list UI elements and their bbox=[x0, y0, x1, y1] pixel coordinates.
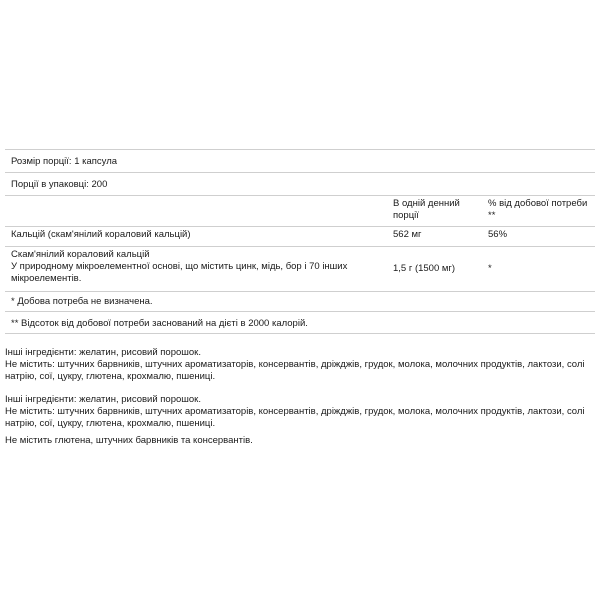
nutrient-amount: 1,5 г (1500 мг) bbox=[393, 263, 456, 274]
serving-size: Розмір порції: 1 капсула bbox=[11, 156, 118, 167]
nutrient-daily-value: 56% bbox=[488, 229, 508, 240]
servings-per-container-row bbox=[5, 172, 595, 195]
other-ingredients: Інші інгредієнти: желатин, рисовий порошок. bbox=[5, 394, 201, 405]
nutrient-amount: 562 мг bbox=[393, 229, 422, 240]
other-ingredients: Інші інгредієнти: желатин, рисовий порошок. bbox=[5, 347, 201, 358]
footnote-daily-value-not-established: * Добова потреба не визначена. bbox=[11, 296, 153, 307]
free-from-statement: Не містить: штучних барвників, штучних ароматизаторів, консервантів, дріжджів, грудок, молока, молочних продуктів, лактози, солі натрію, сої, цукру, глютена, крохмалю, пшениці. bbox=[5, 359, 585, 382]
nutrient-name-block bbox=[11, 249, 381, 285]
allergen-statement: Не містить глютена, штучних барвників та консервантів. bbox=[5, 435, 253, 446]
table-row bbox=[5, 226, 595, 246]
table-header bbox=[5, 195, 595, 226]
nutrient-name: Скам'янілий кораловий кальцій bbox=[11, 249, 150, 260]
ingredients-block bbox=[5, 347, 595, 383]
nutrient-name: Кальцій (скам'янілий кораловий кальцій) bbox=[11, 229, 191, 240]
supplement-facts-table bbox=[5, 149, 595, 334]
footnote-row bbox=[5, 291, 595, 311]
free-from-statement: Не містить: штучних барвників, штучних ароматизаторів, консервантів, дріжджів, грудок, молока, молочних продуктів, лактози, солі натрію, сої, цукру, глютена, крохмалю, пшениці. bbox=[5, 406, 585, 429]
servings-per-container: Порції в упаковці: 200 bbox=[11, 179, 108, 190]
allergen-statement-block bbox=[5, 435, 595, 447]
footnote-diet-basis: ** Відсоток від добової потреби заснований на дієті в 2000 калорій. bbox=[11, 318, 308, 329]
nutrient-daily-value: * bbox=[488, 263, 492, 274]
footnote-row bbox=[5, 311, 595, 334]
ingredients-block bbox=[5, 394, 595, 430]
nutrient-description: У природному мікроелементної основі, що містить цинк, мідь, бор і 70 інших мікроелементів. bbox=[11, 261, 348, 284]
column-header-daily-value: % від добової потреби ** bbox=[488, 198, 588, 221]
serving-size-row bbox=[5, 149, 595, 172]
table-row bbox=[5, 246, 595, 291]
column-header-amount: В одній денний порції bbox=[393, 198, 460, 221]
